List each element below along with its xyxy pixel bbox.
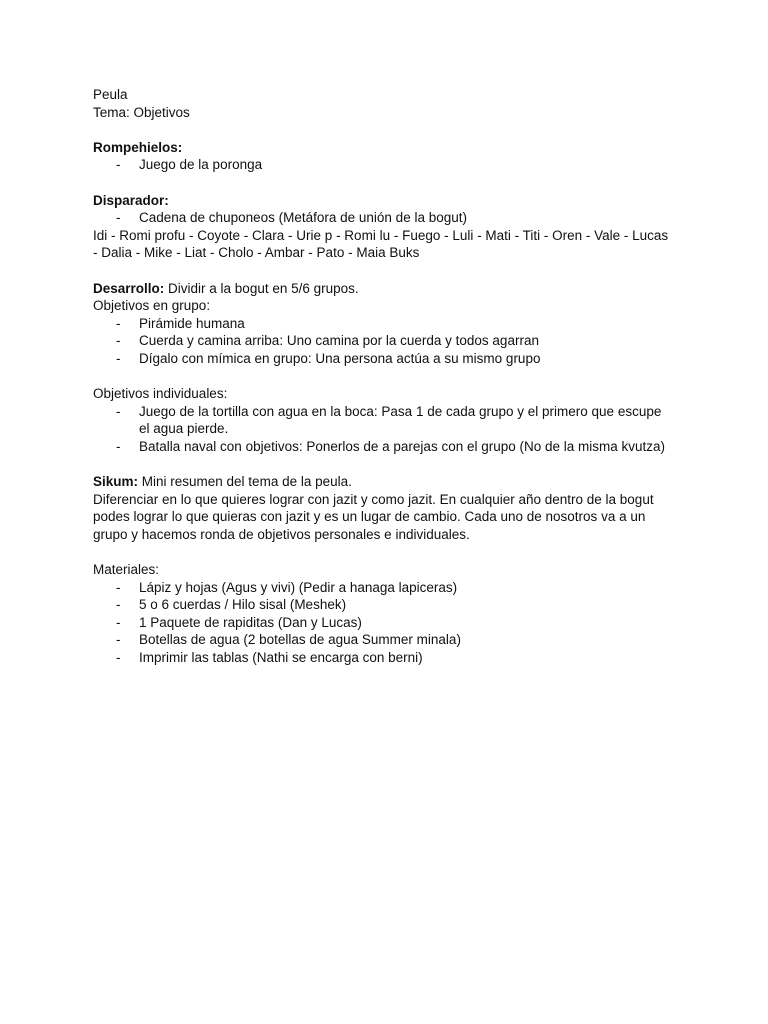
sikum-line	[93, 473, 673, 491]
list-item-text: 1 Paquete de rapiditas (Dan y Lucas)	[139, 614, 362, 630]
list-item	[93, 579, 673, 597]
list-item	[93, 438, 673, 456]
desarrollo-heading: Desarrollo:	[93, 280, 165, 296]
dash-marker: -	[116, 210, 121, 226]
list-item-text: Juego de la poronga	[139, 157, 263, 173]
dash-marker: -	[116, 614, 121, 630]
dash-marker: -	[116, 438, 121, 454]
list-item	[93, 315, 673, 333]
objetivos-individuales-list	[93, 403, 673, 456]
dash-marker: -	[116, 579, 121, 595]
list-item-text: Botellas de agua (2 botellas de agua Summer minala)	[139, 632, 461, 648]
list-item	[93, 332, 673, 350]
document-body	[93, 86, 673, 667]
desarrollo-text: Dividir a la bogut en 5/6 grupos.	[164, 280, 359, 296]
spacer	[93, 174, 673, 192]
dash-marker: -	[116, 650, 121, 665]
desarrollo-line	[93, 280, 673, 298]
dash-marker: -	[116, 315, 121, 331]
spacer	[93, 121, 673, 139]
spacer	[93, 262, 673, 280]
spacer	[93, 543, 673, 561]
dash-marker: -	[116, 350, 121, 366]
disparador-list	[93, 209, 673, 227]
dash-marker: -	[116, 632, 121, 648]
list-item-text: Batalla naval con objetivos: Ponerlos de a parejas con el grupo (No de la misma kvutza)	[139, 438, 666, 454]
materiales-heading: Materiales:	[93, 562, 160, 578]
doc-title: Peula	[93, 87, 128, 102]
rompehielos-heading: Rompehielos:	[93, 139, 183, 155]
disparador-heading: Disparador:	[93, 192, 169, 208]
sikum-heading: Sikum:	[93, 474, 139, 490]
list-item	[93, 350, 673, 368]
spacer	[93, 455, 673, 473]
list-item	[93, 209, 673, 227]
dash-marker: -	[116, 403, 121, 419]
objetivos-grupo-heading: Objetivos en grupo:	[93, 298, 211, 314]
list-item-text: Juego de la tortilla con agua en la boca: Pasa 1 de cada grupo y el primero que escupe el agua pierde.	[139, 403, 662, 437]
list-item	[93, 631, 673, 649]
objetivos-individuales-heading: Objetivos individuales:	[93, 386, 228, 402]
list-item	[93, 596, 673, 614]
objetivos-grupo-list	[93, 315, 673, 368]
list-item-text: Dígalo con mímica en grupo: Una persona actúa a su mismo grupo	[139, 350, 541, 366]
list-item	[93, 614, 673, 632]
list-item-text: Pirámide humana	[139, 315, 245, 331]
list-item	[93, 403, 673, 438]
sikum-paragraph: Diferenciar en lo que quieres lograr con jazit y como jazit. En cualquier año dentro de la bogut podes lograr lo que quieras con jazit y es un lugar de cambio. Cada uno de nosotros va a un grupo y hacemos ronda de objetivos personales e individuales.	[93, 491, 654, 542]
dash-marker: -	[116, 597, 121, 613]
doc-tema: Tema: Objetivos	[93, 104, 190, 120]
sikum-text: Mini resumen del tema de la peula.	[138, 474, 352, 490]
list-item	[93, 156, 673, 174]
dash-marker: -	[116, 157, 121, 173]
list-item-text: 5 o 6 cuerdas / Hilo sisal (Meshek)	[139, 597, 347, 613]
spacer	[93, 368, 673, 386]
list-item	[93, 649, 673, 667]
list-item-text: Cadena de chuponeos (Metáfora de unión de la bogut)	[139, 210, 467, 226]
list-item-text: Imprimir las tablas (Nathi se encarga con berni)	[139, 650, 423, 665]
rompehielos-list	[93, 156, 673, 174]
dash-marker: -	[116, 333, 121, 349]
disparador-names: Idi - Romi profu - Coyote - Clara - Urie p - Romi lu - Fuego - Luli - Mati - Titi - Oren - Vale - Lucas - Dalia - Mike - Liat - Cholo - Ambar - Pato - Maia Buks	[93, 227, 669, 261]
list-item-text: Cuerda y camina arriba: Uno camina por la cuerda y todos agarran	[139, 333, 539, 349]
list-item-text: Lápiz y hojas (Agus y vivi) (Pedir a hanaga lapiceras)	[139, 579, 458, 595]
materiales-list	[93, 579, 673, 667]
